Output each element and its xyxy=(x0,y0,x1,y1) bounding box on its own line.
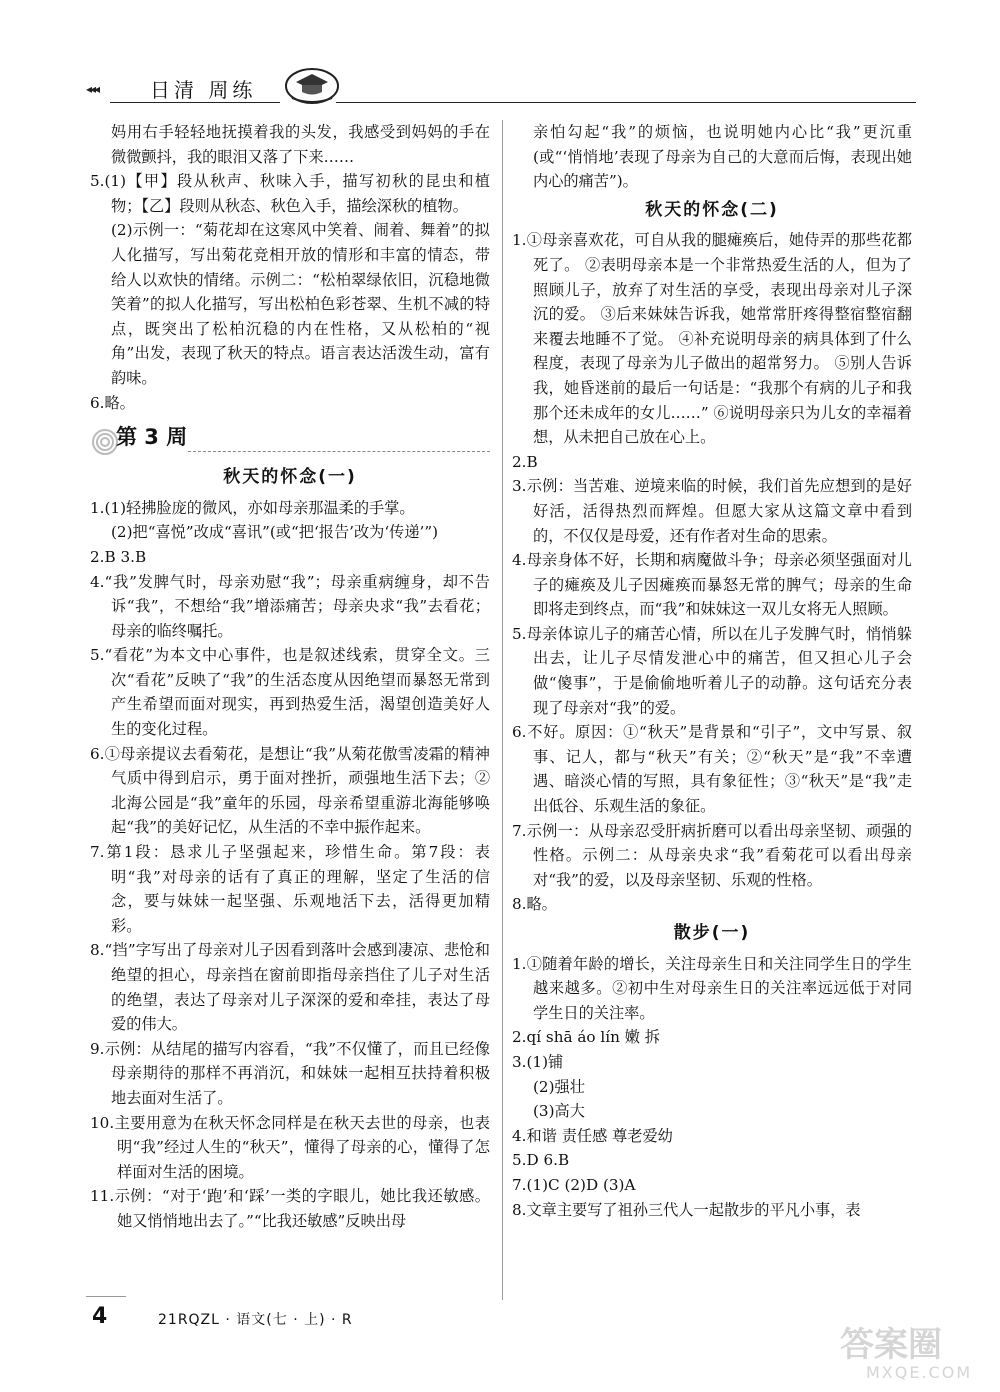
column-divider xyxy=(502,120,503,1300)
right-column xyxy=(512,120,912,1222)
section-title: 秋天的怀念(二) xyxy=(645,199,779,220)
answer-s3c: (3)高大 xyxy=(533,1102,585,1121)
header-arrows: ◂◂◂ xyxy=(86,82,99,96)
paragraph: 妈用右手轻轻地抚摸着我的头发，我感受到妈妈的手在微微颤抖，我的眼泪又落了下来…… xyxy=(111,123,490,166)
answer-8: 8.略。 xyxy=(512,895,557,914)
answer-1b: (2)把“喜悦”改成“喜讯”(或“把‘报告’改为‘传递’”) xyxy=(111,523,439,542)
answer-s8: 8.文章主要写了祖孙三代人一起散步的平凡小事，表 xyxy=(512,1200,861,1219)
answer-s7: 7.(1)C (2)D (3)A xyxy=(512,1175,636,1194)
answer-6b: 6.①母亲提议去看菊花，是想让“我”从菊花傲雪凌霜的精神气质中得到启示，勇于面对挫折，顽强地生活下去；②北海公园是“我”童年的乐园，母亲希望重游北海能够唤起“我”的美好记忆，从生活的不幸中振作起来。 xyxy=(90,744,490,837)
week-title: 第 3 周 xyxy=(116,425,188,450)
answer-s3a: 3.(1)铺 xyxy=(512,1052,564,1071)
answer-1: 1.①母亲喜欢花，可自从我的腿瘫痪后，她侍弄的那些花都死了。 ②表明母亲本是一个非常热爱生活的人，但为了照顾儿子，放弃了对生活的享受，表现出母亲对儿子深沉的爱。 ③后来妹妹告诉我，她常常肝疼得整宿整宿翻来覆去地睡不了觉。 ④补充说明母亲的病具体到了什么程度，表现了母亲为儿子做出的超常努力。 ⑤别人告诉我，她昏迷前的最后一句话是：“我那个有病的儿子和我那个还未成年的女儿……” ⑥说明母亲只为儿女的幸福着想，从未把自己放在心上。 xyxy=(512,231,912,447)
header-title: 日清 周练 xyxy=(150,78,257,102)
answer-11: 11.示例：“对于‘跑’和‘踩’一类的字眼儿，她比我还敏感。她又悄悄地出去了。”“比我还敏感”反映出母 xyxy=(90,1187,490,1230)
section-title: 秋天的怀念(一) xyxy=(223,467,357,488)
graduation-cap-icon xyxy=(282,62,342,106)
watermark-logo xyxy=(836,1318,986,1384)
answer-5-1: 5.(1)【甲】段从秋声、秋味入手，描写初秋的昆虫和植物；【乙】段则从秋态、秋色入手，描绘深秋的植物。 xyxy=(90,172,490,215)
answer-3: 3.示例：当苦难、逆境来临的时候，我们首先应想到的是好好活，活得热烈而辉煌。但愿大家从这篇文章中看到的，不仅仅是母爱，还有作者对生命的思索。 xyxy=(512,477,912,545)
header-rule xyxy=(336,102,916,103)
answer-5: 5.“看花”为本文中心事件，也是叙述线索，贯穿全文。三次“看花”反映了“我”的生活态度从因绝望而暴怒无常到产生希望而面对现实，再到热爱生活，渴望创造美好人生的变化过程。 xyxy=(90,646,490,739)
answer-2-3: 2.B 3.B xyxy=(90,547,147,566)
answer-8: 8.“挡”字写出了母亲对儿子因看到落叶会感到凄凉、悲怆和绝望的担心，母亲挡在窗前即指母亲挡住了儿子对生活的绝望，表达了母亲对儿子深深的爱和牵挂，表达了母爱的伟大。 xyxy=(90,941,490,1034)
week-heading xyxy=(90,421,490,461)
answer-9: 9.示例：从结尾的描写内容看，“我”不仅懂了，而且已经像母亲期待的那样不再消沉，和妹妹一起相互扶持着积极地去面对生活了。 xyxy=(90,1039,490,1107)
paragraph: 亲怕勾起“我”的烦恼，也说明她内心比“我”更沉重(或“‘悄悄地’表现了母亲为自己的大意而后悔，表现出她内心的痛苦”)。 xyxy=(533,123,912,191)
left-column xyxy=(90,120,490,1234)
answer-7: 7.第1段：恳求儿子坚强起来，珍惜生命。第7段：表明“我”对母亲的话有了真正的理解，坚定了生活的信念，要与妹妹一起坚强、乐观地活下去，活得更加精彩。 xyxy=(90,843,490,935)
answer-6: 6.不好。原因：①“秋天”是背景和“引子”，文中写景、叙事、记人，都与“秋天”有关；②“秋天”是“我”不幸遭遇、暗淡心情的写照，具有象征性；③“秋天”是“我”走出低谷、乐观生活的象征。 xyxy=(512,723,912,816)
answer-s4: 4.和谐 责任感 尊老爱幼 xyxy=(512,1126,673,1145)
week-rule xyxy=(188,451,490,452)
answer-4: 4.“我”发脾气时，母亲劝慰“我”；母亲重病缠身，却不告诉“我”，不想给“我”增添痛苦；母亲央求“我”去看花；母亲的临终嘱托。 xyxy=(90,572,490,640)
answer-5-2: (2)示例一：“菊花却在这寒风中笑着、闹着、舞着”的拟人化描写，写出菊花竞相开放的情形和丰富的情态，带给人以欢快的情绪。示例二：“松柏翠绿依旧，沉稳地微笑着”的拟人化描写，写出松柏色彩苍翠、生机不减的特点，既突出了松柏沉稳的内在性格，又从松柏的“视角”出发，表现了秋天的特点。语言表达活泼生动，富有韵味。 xyxy=(111,221,490,387)
page-header xyxy=(86,68,916,108)
section-title: 散步(一) xyxy=(673,923,751,943)
answer-7: 7.示例一：从母亲忍受肝病折磨可以看出母亲坚韧、顽强的性格。示例二：从母亲央求“我”看菊花可以看出母亲对“我”的爱，以及母亲坚韧、乐观的性格。 xyxy=(512,821,912,889)
answer-s1: 1.①随着年龄的增长，关注母亲生日和关注同学生日的学生越来越多。②初中生对母亲生日的关注率远远低于对同学生日的关注率。 xyxy=(512,954,912,1022)
answer-5: 5.母亲体谅儿子的痛苦心情，所以在儿子发脾气时，悄悄躲出去，让儿子尽情发泄心中的痛苦，但又担心儿子会做“傻事”，于是偷偷地听着儿子的动静。这句话充分表现了母亲对“我”的爱。 xyxy=(512,624,912,717)
book-code: 21RQZL · 语文(七 · 上) · R xyxy=(158,1312,353,1328)
answer-2: 2.B xyxy=(512,452,538,471)
answer-6: 6.略。 xyxy=(90,393,135,412)
footer-rule xyxy=(86,1296,126,1297)
page-number: 4 xyxy=(92,1304,108,1329)
answer-1a: 1.(1)轻拂脸庞的微风，亦如母亲那温柔的手掌。 xyxy=(90,498,415,517)
answer-10: 10.主要用意为在秋天怀念同样是在秋天去世的母亲，也表明“我”经过人生的“秋天”，懂得了母亲的心，懂得了怎样面对生活的困境。 xyxy=(90,1113,490,1181)
answer-s5: 5.D 6.B xyxy=(512,1151,570,1170)
watermark-url: MXQE.COM xyxy=(866,1363,973,1382)
answer-s3b: (2)强壮 xyxy=(533,1077,585,1096)
answer-s2: 2.qí shā áo lín 嫩 拆 xyxy=(512,1028,660,1047)
answer-4: 4.母亲身体不好，长期和病魔做斗争；母亲必须坚强面对儿子的瘫痪及儿子因瘫痪而暴怒无常的脾气；母亲的生命即将走到终点，而“我”和妹妹这一双儿女将无人照顾。 xyxy=(512,551,912,619)
watermark-text: 答案圈 xyxy=(840,1325,942,1365)
